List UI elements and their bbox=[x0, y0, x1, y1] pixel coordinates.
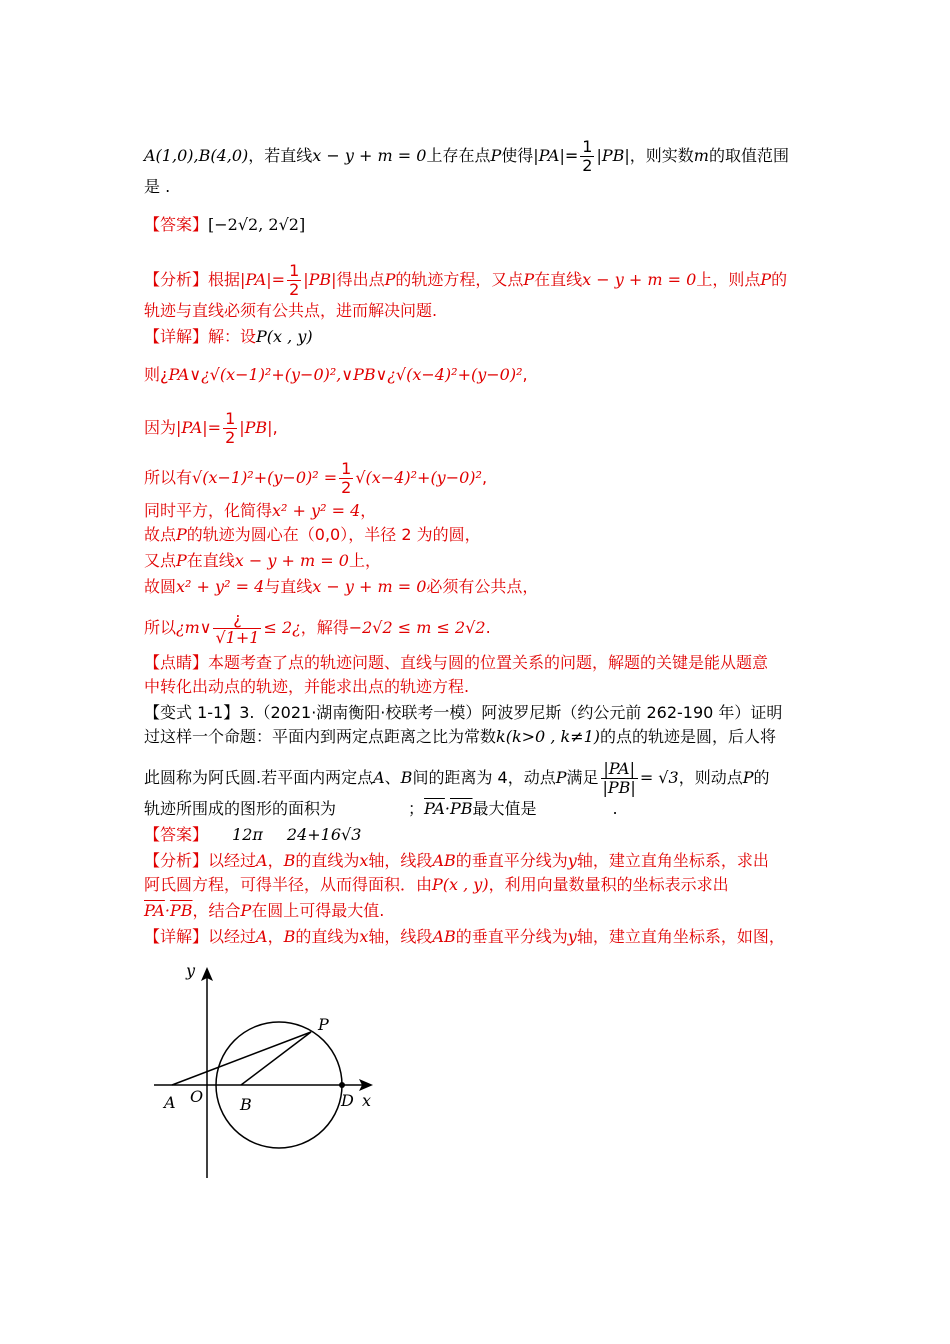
analysis-1-line-1: 【分析】根据|PA|= $\frac{1}{2}$ |PB|得出点P的轨迹方程，又点P在直线x − y + m = 0上，则点P的 bbox=[144, 261, 788, 299]
apollonius-circle-figure bbox=[140, 960, 400, 1190]
variant-line-2: 过这样一个命题：平面内到两定点距离之比为常数k(k>0 , k≠1)的点的轨迹是圆，后人将 bbox=[144, 727, 777, 746]
detail-1-step-1: 则¿PA∨¿√(x−1)²+(y−0)²,∨PB∨¿√(x−4)²+(y−0)², bbox=[144, 365, 528, 384]
answer-2: 【答案】 12π 24+16√3 bbox=[144, 825, 362, 844]
label-b: B bbox=[240, 1095, 252, 1114]
segment-pb bbox=[241, 1032, 311, 1085]
label-y: y bbox=[186, 961, 196, 980]
detail-1-intro: 【详解】解：设P(x , y) bbox=[144, 327, 313, 346]
analysis-1-line-2: 轨迹与直线必须有公共点，进而解决问题. bbox=[144, 301, 438, 320]
detail-2: 【详解】以经过A，B的直线为x轴，线段AB的垂直平分线为y轴，建立直角坐标系，如图， bbox=[144, 927, 785, 946]
problem-line-1: A(1,0),B(4,0)，若直线x − y + m = 0上存在点P使得|PA|= $\frac{1}{2}$ |PB|，则实数m的取值范围 bbox=[144, 137, 789, 175]
detail-1-step-2: 因为|PA|= $\frac{1}{2}$ |PB|, bbox=[144, 409, 278, 447]
comment-1-line-2: 中转化出动点的轨迹，并能求出点的轨迹方程. bbox=[144, 677, 470, 696]
label-o: O bbox=[190, 1087, 204, 1106]
label-p: P bbox=[318, 1015, 329, 1034]
variant-line-4: 轨迹所围成的图形的面积为 ；$\overline{PA}\cdot\overline{PB}$最大值是 . bbox=[144, 799, 618, 818]
fraction: $\frac{1}{2}$ bbox=[582, 137, 593, 175]
answer-label: 【答案】 bbox=[144, 215, 209, 234]
analysis-2-line-1: 【分析】以经过A，B的直线为x轴，线段AB的垂直平分线为y轴，建立直角坐标系，求出 bbox=[144, 851, 769, 870]
label-a: A bbox=[164, 1093, 176, 1112]
points-text: A(1,0),B(4,0) bbox=[144, 146, 249, 165]
detail-1-step-4: 同时平方，化简得x² + y² = 4， bbox=[144, 501, 377, 520]
label-x: x bbox=[362, 1091, 372, 1110]
detail-1-step-3: 所以有√(x−1)²+(y−0)² = $\frac{1}{2}$ √(x−4)²+(y−0)², bbox=[144, 459, 488, 497]
comment-1-line-1: 【点睛】本题考查了点的轨迹问题、直线与圆的位置关系的问题，解题的关键是能从题意 bbox=[144, 653, 769, 672]
segment-pa bbox=[172, 1032, 311, 1085]
variant-line-3: 此圆称为阿氏圆.若平面内两定点A、B间的距离为 4，动点P满足 $\frac{|PA|}{|PB|}$ = √3，则动点P的 bbox=[144, 759, 770, 797]
label-d: D bbox=[341, 1091, 354, 1110]
detail-1-step-8: 所以¿m∨ $\frac{¿}{√1+1}$ ≤ 2¿，解得−2√2 ≤ m ≤ 2√2. bbox=[144, 609, 491, 647]
analysis-2-line-3: $\overline{PA}\cdot\overline{PB}$，结合P在圆上可得最大值. bbox=[144, 901, 385, 920]
point-d bbox=[339, 1082, 345, 1088]
detail-1-step-5: 故点P的轨迹为圆心在（0,0），半径 2 为的圆， bbox=[144, 525, 481, 544]
analysis-2-line-2: 阿氏圆方程，可得半径，从而得面积．由P(x , y)，利用向量数量积的坐标表示求出 bbox=[144, 875, 729, 894]
detail-1-step-6: 又点P在直线x − y + m = 0上， bbox=[144, 551, 381, 570]
answer-1 bbox=[144, 214, 305, 236]
detail-1-step-7: 故圆x² + y² = 4与直线x − y + m = 0必须有公共点， bbox=[144, 577, 539, 596]
problem-line-2: 是 . bbox=[144, 177, 171, 196]
variant-line-1: 【变式 1-1】3.（2021·湖南衡阳·校联考一模）阿波罗尼斯（约公元前 262-190 年）证明 bbox=[144, 703, 783, 722]
answer-value: [−2√2, 2√2] bbox=[208, 215, 306, 234]
